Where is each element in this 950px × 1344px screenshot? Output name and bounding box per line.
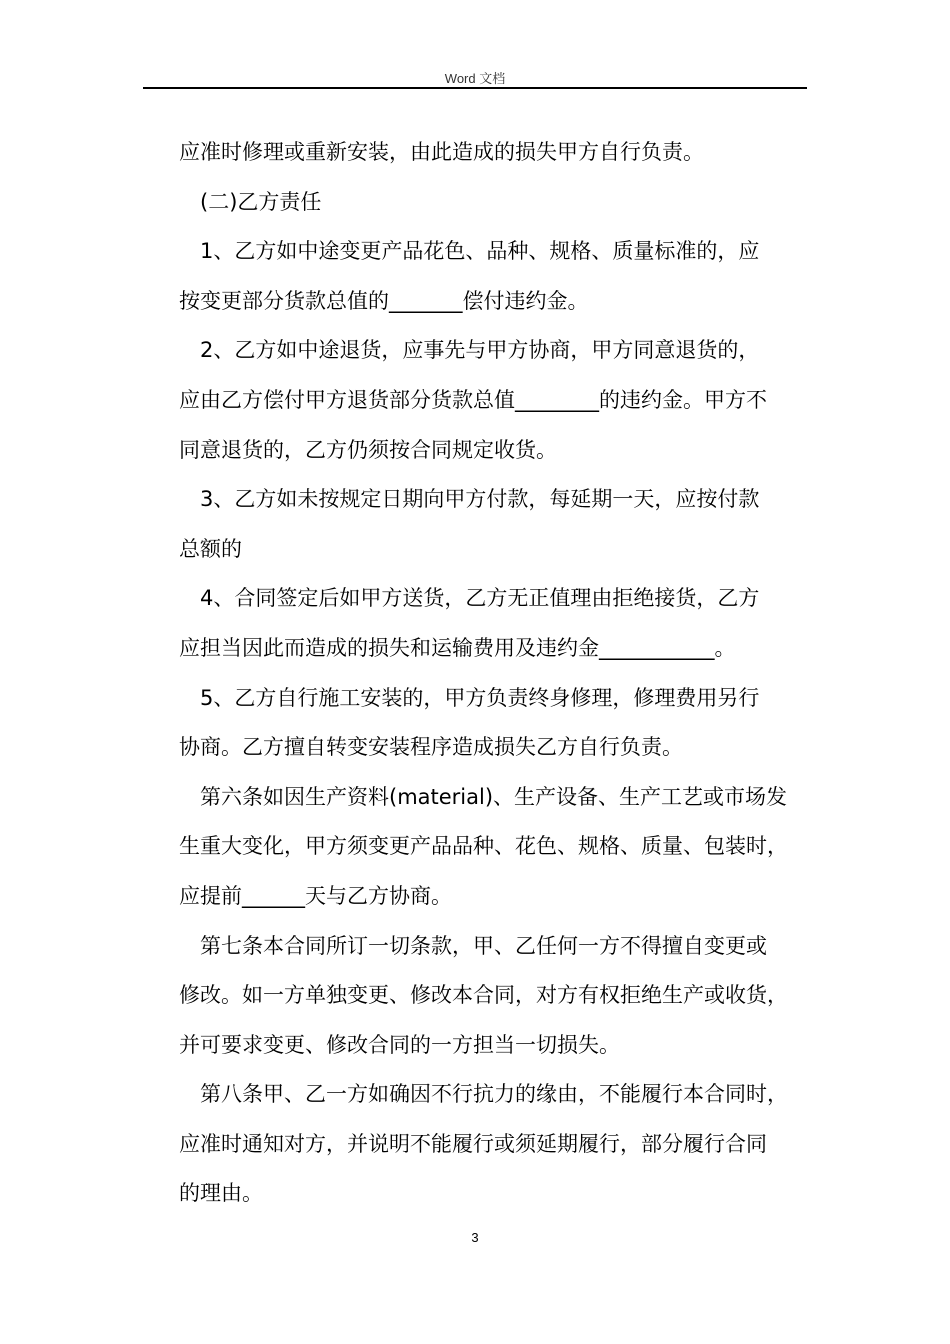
text-line: 第八条甲、乙一方如确因不行抗力的缘由，不能履行本合同时，	[200, 1082, 788, 1107]
text-line: 同意退货的，乙方仍须按合同规定收货。	[179, 437, 557, 462]
page-header: Word 文档	[444, 71, 506, 86]
text-line: 1、乙方如中途变更产品花色、品种、规格、质量标准的，应	[200, 239, 760, 264]
header-rule	[143, 87, 807, 89]
text-line: 生重大变化，甲方须变更产品品种、花色、规格、质量、包装时，	[179, 834, 788, 859]
text-line: 应担当因此而造成的损失和运输费用及违约金___________。	[179, 635, 736, 660]
page-number: 3	[471, 1230, 479, 1245]
text-line: 按变更部分货款总值的_______偿付违约金。	[179, 288, 589, 313]
text-line: 5、乙方自行施工安装的，甲方负责终身修理，修理费用另行	[200, 685, 760, 710]
text-line: 第六条如因生产资料(material)、生产设备、生产工艺或市场发	[200, 784, 788, 809]
text-line: 协商。乙方擅自转变安装程序造成损失乙方自行负责。	[179, 735, 683, 760]
text-line: 修改。如一方单独变更、修改本合同，对方有权拒绝生产或收货，	[179, 983, 788, 1008]
text-line: 应提前______天与乙方协商。	[179, 883, 452, 908]
text-line: 4、合同签定后如甲方送货，乙方无正值理由拒绝接货，乙方	[200, 586, 760, 611]
text-line: 总额的	[179, 536, 242, 561]
text-line: 并可要求变更、修改合同的一方担当一切损失。	[179, 1032, 620, 1057]
text-line: 应由乙方偿付甲方退货部分货款总值________的违约金。甲方不	[179, 387, 767, 412]
text-line: 第七条本合同所订一切条款，甲、乙任何一方不得擅自变更或	[200, 933, 767, 958]
text-line: 的理由。	[179, 1181, 263, 1206]
body-text	[179, 128, 819, 1219]
text-line: 应准时通知对方，并说明不能履行或须延期履行，部分履行合同	[179, 1131, 767, 1156]
text-line: 2、乙方如中途退货，应事先与甲方协商，甲方同意退货的，	[200, 338, 760, 363]
text-line: (二)乙方责任	[200, 189, 322, 214]
text-line: 3、乙方如未按规定日期向甲方付款，每延期一天，应按付款	[200, 487, 760, 512]
text-line: 应准时修理或重新安装，由此造成的损失甲方自行负责。	[179, 140, 704, 164]
